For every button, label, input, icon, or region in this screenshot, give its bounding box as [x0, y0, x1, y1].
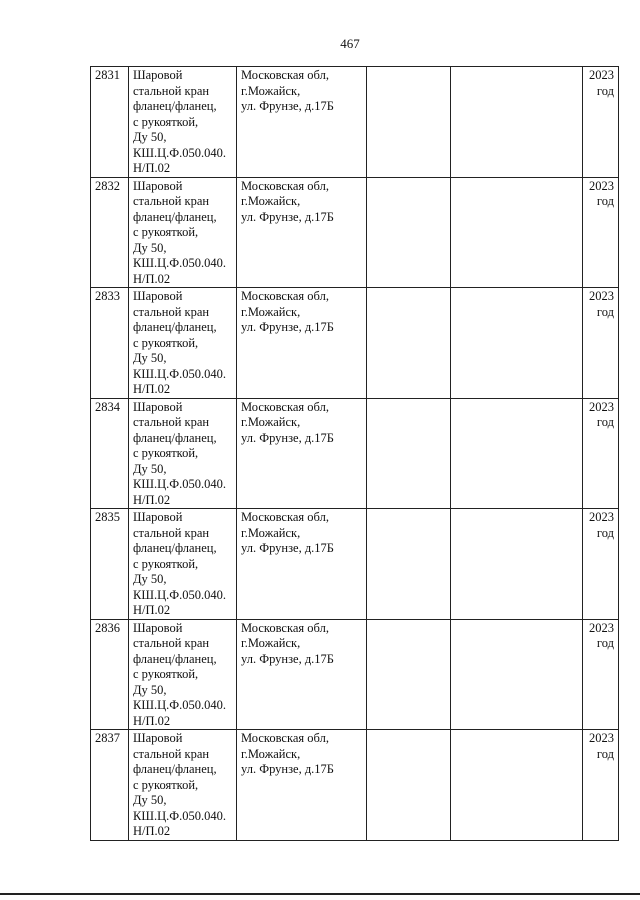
address-cell — [237, 509, 367, 620]
registry-table-body — [91, 67, 619, 841]
address-cell — [237, 619, 367, 730]
year-line: 2023 — [589, 68, 614, 82]
item-name-cell — [129, 177, 237, 288]
item-name-line: Шаровой — [133, 731, 183, 745]
address-line: Московская обл, — [241, 399, 329, 414]
empty-cell-col5 — [451, 509, 583, 620]
item-name-line: Н/П.02 — [133, 824, 171, 838]
item-name-cell — [129, 730, 237, 841]
empty-cell-col4 — [367, 730, 451, 841]
row-number-cell: 2831 — [91, 67, 129, 178]
item-name-line: Н/П.02 — [133, 713, 171, 728]
item-name-cell — [129, 619, 237, 730]
item-name-line: Шаровой — [133, 620, 183, 635]
row-number-cell: 2833 — [91, 288, 129, 399]
empty-cell-col4 — [367, 509, 451, 620]
item-name-line: Н/П.02 — [133, 492, 171, 507]
item-name-line: Н/П.02 — [133, 382, 171, 396]
year-cell — [583, 730, 619, 841]
empty-cell-col5 — [451, 67, 583, 178]
address-line: ул. Фрунзе, д.17Б — [241, 762, 334, 776]
year-line: год — [596, 746, 614, 761]
item-name-line: Ду 50, — [133, 682, 167, 697]
address-line: г.Можайск, — [241, 194, 301, 208]
year-line: год — [596, 83, 614, 98]
bottom-rule — [0, 893, 640, 895]
empty-cell-col5 — [451, 288, 583, 399]
address-cell — [237, 177, 367, 288]
empty-cell-col5 — [451, 730, 583, 841]
year-line: 2023 — [589, 178, 614, 193]
year-line: год — [596, 525, 614, 540]
year-line: год — [596, 636, 614, 650]
item-name-line: Шаровой — [133, 399, 183, 414]
table-row — [91, 398, 619, 509]
table-row — [91, 288, 619, 399]
item-name-line: Ду 50, — [133, 572, 167, 586]
item-name-line: стальной кран — [133, 525, 210, 540]
address-line: ул. Фрунзе, д.17Б — [241, 209, 334, 224]
address-line: Московская обл, — [241, 289, 329, 303]
empty-cell-col4 — [367, 288, 451, 399]
year-line: год — [596, 304, 614, 319]
item-name-line: фланец/фланец, — [133, 762, 217, 776]
year-line: год — [596, 194, 614, 208]
item-name-line: фланец/фланец, — [133, 651, 217, 666]
item-name-line: КШ.Ц.Ф.050.040. — [133, 145, 226, 160]
item-name-line: стальной кран — [133, 194, 210, 208]
address-line: Московская обл, — [241, 178, 329, 193]
item-name-line: КШ.Ц.Ф.050.040. — [133, 366, 226, 381]
item-name-line: фланец/фланец, — [133, 320, 217, 334]
year-line: 2023 — [589, 620, 614, 635]
address-cell — [237, 398, 367, 509]
address-line: ул. Фрунзе, д.17Б — [241, 320, 334, 334]
row-number-cell: 2835 — [91, 509, 129, 620]
item-name-cell — [129, 509, 237, 620]
address-line: г.Можайск, — [241, 525, 301, 540]
item-name-line: Шаровой — [133, 68, 183, 82]
item-name-line: Ду 50, — [133, 793, 167, 807]
item-name-line: Шаровой — [133, 289, 183, 303]
address-line: г.Можайск, — [241, 636, 301, 650]
item-name-line: стальной кран — [133, 415, 210, 429]
address-line: Московская обл, — [241, 68, 329, 82]
item-name-line: с рукояткой, — [133, 556, 199, 571]
address-cell — [237, 288, 367, 399]
item-name-line: стальной кран — [133, 636, 210, 650]
item-name-line: стальной кран — [133, 304, 210, 319]
item-name-line: Н/П.02 — [133, 603, 171, 617]
item-name-line: Н/П.02 — [133, 161, 171, 175]
item-name-line: стальной кран — [133, 83, 210, 98]
empty-cell-col5 — [451, 177, 583, 288]
empty-cell-col4 — [367, 619, 451, 730]
year-cell — [583, 177, 619, 288]
year-cell — [583, 288, 619, 399]
row-number-cell: 2834 — [91, 398, 129, 509]
page-number: 467 — [340, 36, 360, 51]
item-name-line: с рукояткой, — [133, 225, 199, 239]
item-name-line: КШ.Ц.Ф.050.040. — [133, 256, 226, 270]
empty-cell-col5 — [451, 619, 583, 730]
address-line: Московская обл, — [241, 620, 329, 635]
year-cell — [583, 398, 619, 509]
address-line: г.Можайск, — [241, 746, 301, 761]
item-name-line: Н/П.02 — [133, 271, 171, 286]
item-name-line: с рукояткой, — [133, 667, 199, 681]
empty-cell-col4 — [367, 67, 451, 178]
year-cell — [583, 619, 619, 730]
address-line: г.Можайск, — [241, 83, 301, 98]
address-line: ул. Фрунзе, д.17Б — [241, 430, 334, 445]
table-row — [91, 177, 619, 288]
empty-cell-col4 — [367, 177, 451, 288]
item-name-cell — [129, 398, 237, 509]
item-name-line: Ду 50, — [133, 130, 167, 144]
item-name-line: КШ.Ц.Ф.050.040. — [133, 477, 226, 491]
item-name-line: с рукояткой, — [133, 446, 199, 460]
empty-cell-col4 — [367, 398, 451, 509]
year-line: 2023 — [589, 510, 614, 524]
table-row — [91, 67, 619, 178]
item-name-line: Ду 50, — [133, 461, 167, 476]
item-name-line: Ду 50, — [133, 240, 167, 255]
item-name-cell — [129, 67, 237, 178]
item-name-line: Ду 50, — [133, 351, 167, 365]
address-line: Московская обл, — [241, 510, 329, 524]
address-line: ул. Фрунзе, д.17Б — [241, 651, 334, 666]
item-name-line: фланец/фланец, — [133, 99, 217, 113]
item-name-cell — [129, 288, 237, 399]
year-line: 2023 — [589, 399, 614, 414]
item-name-line: КШ.Ц.Ф.050.040. — [133, 698, 226, 712]
row-number-cell: 2832 — [91, 177, 129, 288]
address-cell — [237, 67, 367, 178]
year-cell — [583, 509, 619, 620]
item-name-line: с рукояткой, — [133, 335, 199, 350]
item-name-line: стальной кран — [133, 746, 210, 761]
table-row — [91, 619, 619, 730]
item-name-line: КШ.Ц.Ф.050.040. — [133, 587, 226, 602]
item-name-line: фланец/фланец, — [133, 430, 217, 445]
item-name-line: фланец/фланец, — [133, 209, 217, 224]
item-name-line: с рукояткой, — [133, 777, 199, 792]
item-name-line: КШ.Ц.Ф.050.040. — [133, 808, 226, 823]
address-line: ул. Фрунзе, д.17Б — [241, 99, 334, 113]
address-line: г.Можайск, — [241, 304, 301, 319]
item-name-line: Шаровой — [133, 510, 183, 524]
empty-cell-col5 — [451, 398, 583, 509]
item-name-line: с рукояткой, — [133, 114, 199, 129]
address-cell — [237, 730, 367, 841]
table-row — [91, 509, 619, 620]
year-line: 2023 — [589, 731, 614, 745]
address-line: Московская обл, — [241, 731, 329, 745]
item-name-line: Шаровой — [133, 178, 183, 193]
year-line: год — [596, 415, 614, 429]
registry-table — [90, 66, 619, 841]
address-line: г.Можайск, — [241, 415, 301, 429]
row-number-cell: 2837 — [91, 730, 129, 841]
year-cell — [583, 67, 619, 178]
year-line: 2023 — [589, 289, 614, 303]
row-number-cell: 2836 — [91, 619, 129, 730]
address-line: ул. Фрунзе, д.17Б — [241, 541, 334, 555]
item-name-line: фланец/фланец, — [133, 541, 217, 555]
table-row — [91, 730, 619, 841]
